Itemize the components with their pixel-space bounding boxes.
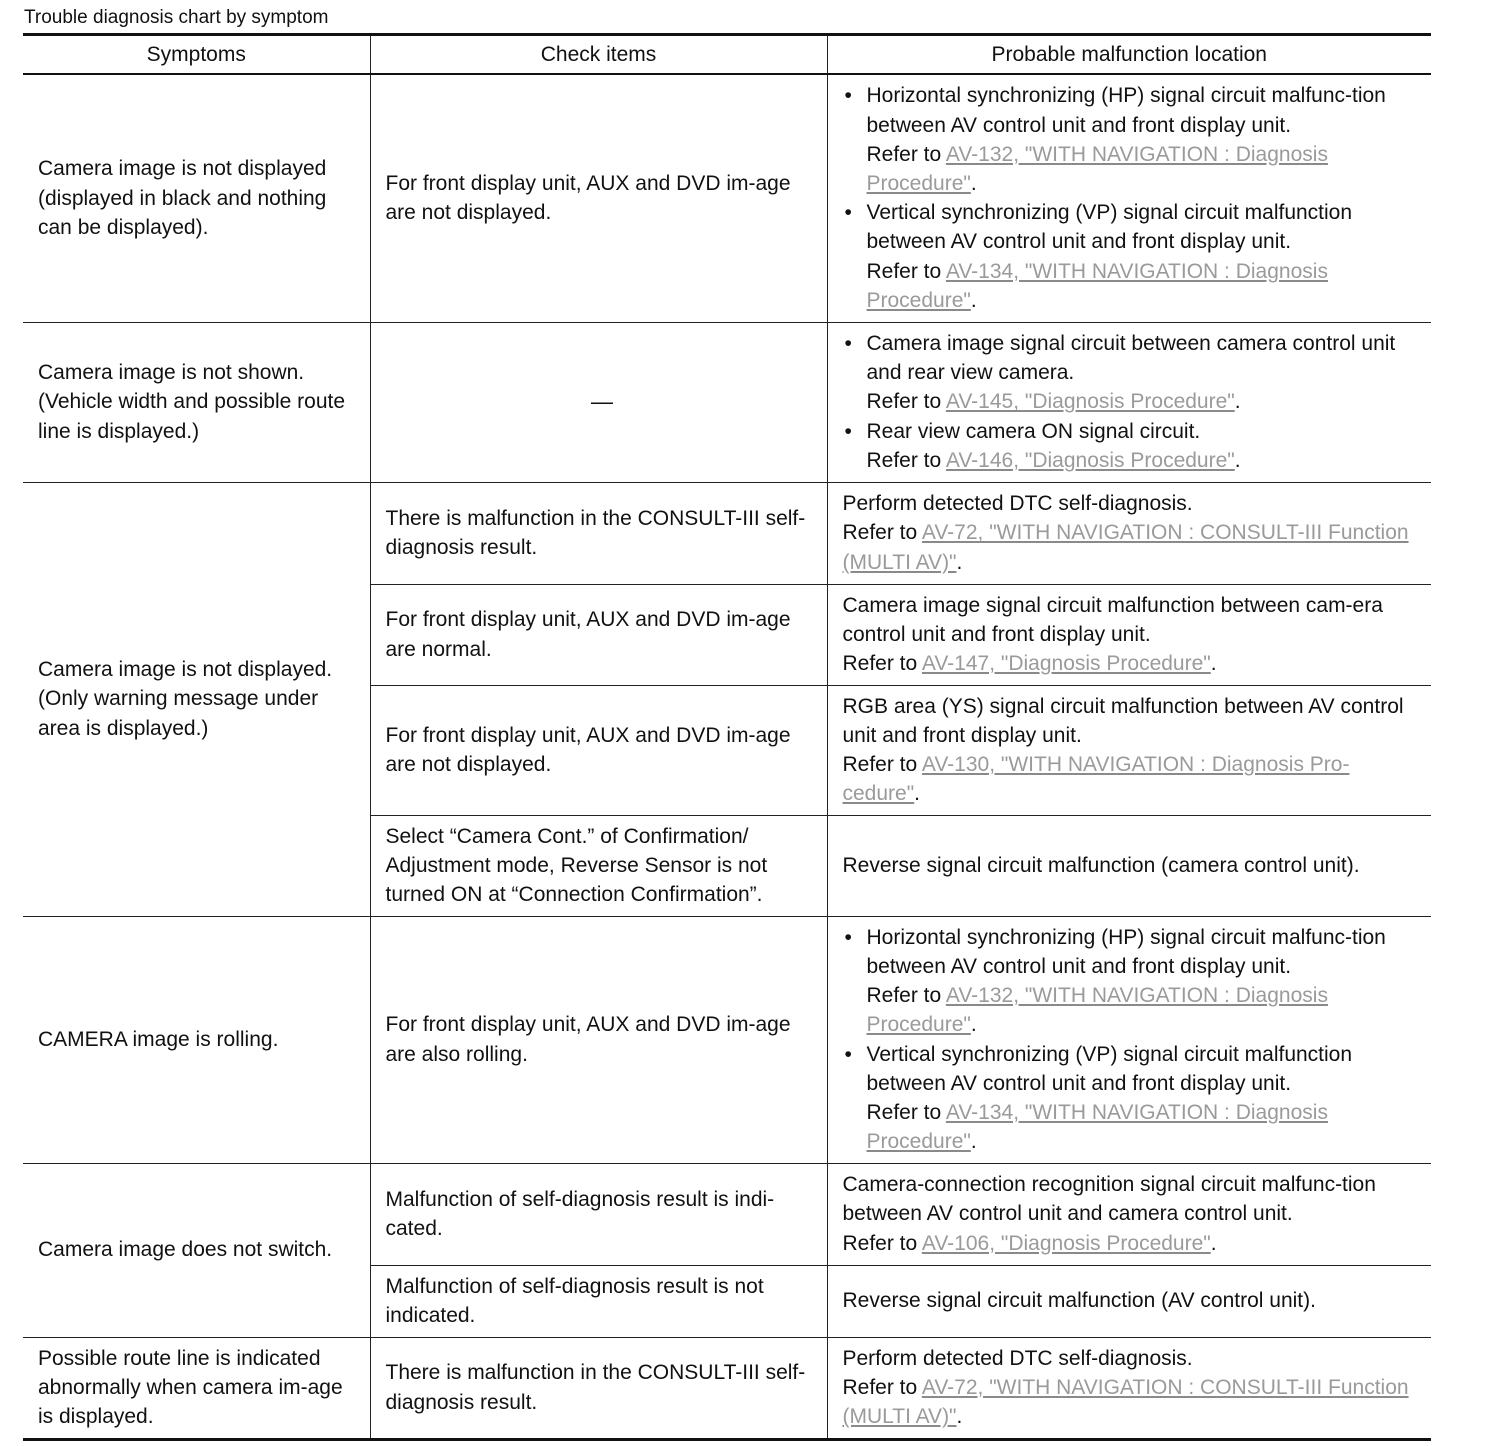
location-cell: Perform detected DTC self-diagnosis. Refer to AV-72, "WITH NAVIGATION : CONSULT-III Function (MULTI AV)".: [827, 482, 1431, 584]
list-item: • Camera image signal circuit between camera control unit and rear view camera. Refer to AV-145, "Diagnosis Procedure".: [844, 331, 1396, 414]
chart-caption: Trouble diagnosis chart by symptom: [24, 7, 329, 28]
header-malfunction-location: Probable malfunction location: [827, 35, 1431, 75]
location-cell: [827, 322, 1431, 482]
check-item-cell: There is malfunction in the CONSULT-III self-diagnosis result.: [370, 1337, 827, 1439]
check-item-cell: Select “Camera Cont.” of Confirmation/ Adjustment mode, Reverse Sensor is not turned ON at “Connection Confirmation”.: [370, 815, 827, 916]
symptom-cell: Camera image is not displayed (displayed in black and nothing can be displayed).: [23, 74, 370, 322]
list-item: • Rear view camera ON signal circuit. Refer to AV-146, "Diagnosis Procedure".: [844, 419, 1241, 472]
reference-link[interactable]: AV-72, "WITH NAVIGATION : CONSULT-III Function (MULTI AV)": [842, 1375, 1409, 1429]
symptom-cell: Camera image does not switch.: [23, 1163, 370, 1337]
check-item-cell: There is malfunction in the CONSULT-III self-diagnosis result.: [370, 482, 827, 584]
symptom-cell: Camera image is not shown. (Vehicle width and possible route line is displayed.): [23, 322, 370, 482]
location-cell: Reverse signal circuit malfunction (AV control unit).: [827, 1265, 1431, 1337]
symptom-cell: Possible route line is indicated abnormally when camera im-age is displayed.: [23, 1337, 370, 1439]
list-item: • Horizontal synchronizing (HP) signal circuit malfunc-tion between AV control unit and front display unit. Refer to AV-132, "WITH NAVIGATION : Diagnosis Procedure".: [844, 925, 1386, 1037]
reference-link[interactable]: AV-132, "WITH NAVIGATION : Diagnosis Procedure": [866, 142, 1328, 196]
reference-link[interactable]: AV-134, "WITH NAVIGATION : Diagnosis Procedure": [866, 259, 1328, 312]
table-row: [23, 1163, 1431, 1265]
table-row: [23, 74, 1431, 322]
reference-link[interactable]: AV-134, "WITH NAVIGATION : Diagnosis Procedure": [866, 1100, 1328, 1154]
location-cell: Camera-connection recognition signal circuit malfunc-tion between AV control unit and camera control unit. Refer to AV-106, "Diagnosis Procedure".: [827, 1163, 1431, 1265]
check-item-cell: —: [370, 322, 827, 482]
check-item-cell: Malfunction of self-diagnosis result is not indicated.: [370, 1265, 827, 1337]
location-cell: Perform detected DTC self-diagnosis. Refer to AV-72, "WITH NAVIGATION : CONSULT-III Function (MULTI AV)".: [827, 1337, 1431, 1439]
check-item-cell: For front display unit, AUX and DVD im-age are not displayed.: [370, 74, 827, 322]
table-row: [23, 322, 1431, 482]
reference-link[interactable]: AV-145, "Diagnosis Procedure": [945, 390, 1235, 414]
list-item: • Vertical synchronizing (VP) signal circuit malfunction between AV control unit and front display unit. Refer to AV-134, "WITH NAVIGATION : Diagnosis Procedure".: [844, 1042, 1353, 1154]
check-item-cell: Malfunction of self-diagnosis result is indi-cated.: [370, 1163, 827, 1265]
location-cell: [827, 74, 1431, 322]
symptom-cell: Camera image is not displayed. (Only warning message under area is displayed.): [23, 482, 370, 916]
reference-link[interactable]: AV-106, "Diagnosis Procedure": [921, 1231, 1211, 1255]
reference-link[interactable]: AV-72, "WITH NAVIGATION : CONSULT-III Function (MULTI AV)": [842, 521, 1409, 574]
reference-link[interactable]: AV-146, "Diagnosis Procedure": [945, 448, 1235, 472]
symptom-cell: CAMERA image is rolling.: [23, 916, 370, 1163]
header-check-items: Check items: [370, 35, 827, 75]
header-row: [23, 35, 1431, 75]
reference-link[interactable]: AV-130, "WITH NAVIGATION : Diagnosis Pro-cedure": [842, 753, 1350, 806]
list-item: • Horizontal synchronizing (HP) signal circuit malfunc-tion between AV control unit and front display unit. Refer to AV-132, "WITH NAVIGATION : Diagnosis Procedure".: [844, 84, 1386, 196]
check-item-cell: For front display unit, AUX and DVD im-age are also rolling.: [370, 916, 827, 1163]
reference-link[interactable]: AV-147, "Diagnosis Procedure": [921, 652, 1211, 676]
location-cell: Reverse signal circuit malfunction (camera control unit).: [827, 815, 1431, 916]
diagnosis-table: [23, 33, 1431, 1441]
table-row: [23, 916, 1431, 1163]
check-item-cell: For front display unit, AUX and DVD im-age are normal.: [370, 584, 827, 685]
check-item-cell: For front display unit, AUX and DVD im-age are not displayed.: [370, 685, 827, 815]
location-cell: RGB area (YS) signal circuit malfunction between AV control unit and front display unit. Refer to AV-130, "WITH NAVIGATION : Diagnosis Pro-cedure".: [827, 685, 1431, 815]
list-item: • Vertical synchronizing (VP) signal circuit malfunction between AV control unit and front display unit. Refer to AV-134, "WITH NAVIGATION : Diagnosis Procedure".: [844, 201, 1353, 312]
reference-link[interactable]: AV-132, "WITH NAVIGATION : Diagnosis Procedure": [866, 984, 1328, 1037]
table-row: [23, 1337, 1431, 1439]
location-cell: [827, 916, 1431, 1163]
location-cell: Camera image signal circuit malfunction between cam-era control unit and front display unit. Refer to AV-147, "Diagnosis Procedure".: [827, 584, 1431, 685]
table-row: [23, 482, 1431, 584]
header-symptoms: Symptoms: [23, 35, 370, 75]
